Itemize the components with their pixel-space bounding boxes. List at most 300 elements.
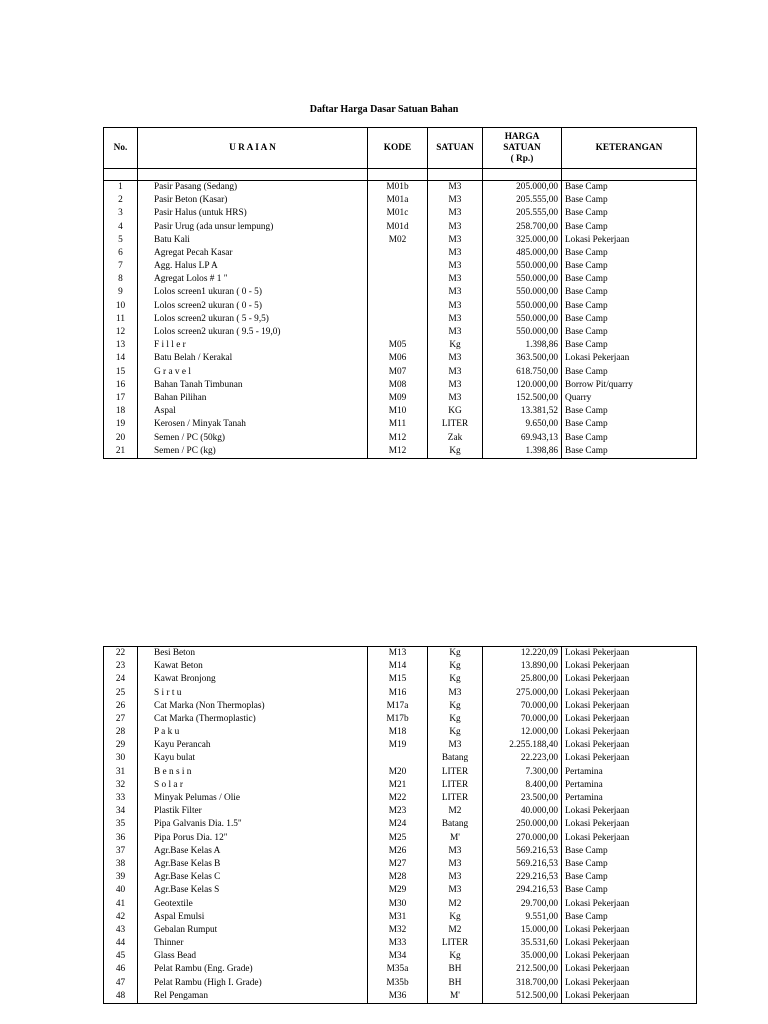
cell-satuan: M3 [428, 234, 483, 247]
table-row [104, 300, 697, 313]
cell-uraian: Semen / PC (kg) [138, 445, 368, 459]
cell-kode: M19 [368, 739, 428, 752]
cell-satuan: Kg [428, 700, 483, 713]
cell-satuan: BH [428, 964, 483, 977]
cell-satuan: Kg [428, 950, 483, 963]
header-uraian: U R A I A N [138, 128, 368, 169]
cell-uraian: Batu Kali [138, 234, 368, 247]
header-keterangan: KETERANGAN [562, 128, 697, 169]
cell-no: 12 [104, 326, 138, 339]
cell-harga: 2.255.188,40 [483, 739, 562, 752]
cell-satuan: M3 [428, 273, 483, 286]
cell-keterangan: Base Camp [562, 366, 697, 379]
cell-no: 44 [104, 937, 138, 950]
cell-satuan: M' [428, 832, 483, 845]
cell-uraian: Pasir Pasang (Sedang) [138, 181, 368, 195]
cell-uraian: Agg. Halus LP A [138, 260, 368, 273]
cell-satuan: M3 [428, 247, 483, 260]
cell-no: 39 [104, 871, 138, 884]
cell-keterangan: Base Camp [562, 405, 697, 418]
cell-harga: 275.000,00 [483, 687, 562, 700]
cell-keterangan: Base Camp [562, 871, 697, 884]
cell-satuan: M3 [428, 313, 483, 326]
cell-keterangan: Base Camp [562, 445, 697, 459]
cell-keterangan: Base Camp [562, 313, 697, 326]
table-row [104, 884, 697, 897]
cell-uraian: Gebalan Rumput [138, 924, 368, 937]
cell-harga: 1.398,86 [483, 339, 562, 352]
cell-no: 14 [104, 352, 138, 365]
table-row [104, 247, 697, 260]
cell-uraian: Lolos screen2 ukuran ( 5 - 9,5) [138, 313, 368, 326]
cell-harga: 1.398,86 [483, 445, 562, 459]
cell-no: 24 [104, 673, 138, 686]
cell-keterangan: Pertamina [562, 766, 697, 779]
cell-uraian: S o l a r [138, 779, 368, 792]
table-row [104, 818, 697, 831]
cell-kode: M06 [368, 352, 428, 365]
cell-harga: 7.300,00 [483, 766, 562, 779]
cell-keterangan: Lokasi Pekerjaan [562, 713, 697, 726]
cell-harga: 550.000,00 [483, 313, 562, 326]
cell-no: 7 [104, 260, 138, 273]
cell-kode: M13 [368, 647, 428, 661]
cell-kode: M22 [368, 792, 428, 805]
cell-no: 37 [104, 845, 138, 858]
cell-satuan: Kg [428, 713, 483, 726]
cell-harga: 23.500,00 [483, 792, 562, 805]
table-row [104, 937, 697, 950]
cell-harga: 120.000,00 [483, 379, 562, 392]
cell-keterangan: Base Camp [562, 273, 697, 286]
cell-harga: 40.000,00 [483, 805, 562, 818]
cell-satuan: M3 [428, 379, 483, 392]
cell-keterangan: Base Camp [562, 221, 697, 234]
cell-harga: 569.216,53 [483, 845, 562, 858]
table-row [104, 990, 697, 1004]
cell-no: 16 [104, 379, 138, 392]
cell-harga: 318.700,00 [483, 977, 562, 990]
document-title: Daftar Harga Dasar Satuan Bahan [309, 104, 459, 115]
table-row [104, 726, 697, 739]
cell-keterangan: Lokasi Pekerjaan [562, 687, 697, 700]
cell-harga: 550.000,00 [483, 287, 562, 300]
cell-no: 22 [104, 647, 138, 661]
cell-kode: M28 [368, 871, 428, 884]
table-row [104, 181, 697, 195]
table-row [104, 339, 697, 352]
cell-satuan: M3 [428, 392, 483, 405]
cell-uraian: Bahan Tanah Timbunan [138, 379, 368, 392]
cell-keterangan: Base Camp [562, 207, 697, 220]
cell-harga: 550.000,00 [483, 273, 562, 286]
cell-uraian: Lolos screen1 ukuran ( 0 - 5) [138, 287, 368, 300]
spacer-row [104, 169, 697, 181]
cell-no: 20 [104, 432, 138, 445]
cell-uraian: G r a v e l [138, 366, 368, 379]
header-satuan: SATUAN [428, 128, 483, 169]
cell-uraian: Kayu bulat [138, 753, 368, 766]
cell-harga: 13.381,52 [483, 405, 562, 418]
cell-no: 46 [104, 964, 138, 977]
cell-satuan: M3 [428, 326, 483, 339]
cell-kode [368, 753, 428, 766]
cell-no: 41 [104, 898, 138, 911]
table-row [104, 845, 697, 858]
cell-kode [368, 300, 428, 313]
cell-no: 34 [104, 805, 138, 818]
cell-kode [368, 326, 428, 339]
cell-no: 43 [104, 924, 138, 937]
cell-kode [368, 313, 428, 326]
table-row [104, 739, 697, 752]
cell-uraian: Pipa Porus Dia. 12" [138, 832, 368, 845]
cell-kode [368, 260, 428, 273]
table-row [104, 432, 697, 445]
cell-kode: M10 [368, 405, 428, 418]
cell-harga: 15.000,00 [483, 924, 562, 937]
price-table-part-1 [103, 127, 697, 459]
cell-keterangan: Lokasi Pekerjaan [562, 739, 697, 752]
cell-no: 5 [104, 234, 138, 247]
cell-kode: M16 [368, 687, 428, 700]
cell-harga: 35.531,60 [483, 937, 562, 950]
cell-kode: M02 [368, 234, 428, 247]
cell-harga: 618.750,00 [483, 366, 562, 379]
table2-body [104, 647, 697, 1004]
cell-harga: 512.500,00 [483, 990, 562, 1004]
cell-satuan: M3 [428, 858, 483, 871]
table-row [104, 445, 697, 459]
cell-kode: M12 [368, 432, 428, 445]
cell-harga: 205.555,00 [483, 194, 562, 207]
cell-uraian: Cat Marka (Thermoplastic) [138, 713, 368, 726]
cell-uraian: Pasir Halus (untuk HRS) [138, 207, 368, 220]
cell-uraian: B e n s i n [138, 766, 368, 779]
cell-uraian: Minyak Pelumas / Olie [138, 792, 368, 805]
cell-no: 3 [104, 207, 138, 220]
cell-satuan: BH [428, 977, 483, 990]
cell-uraian: Agr.Base Kelas S [138, 884, 368, 897]
cell-kode: M35a [368, 964, 428, 977]
cell-harga: 250.000,00 [483, 818, 562, 831]
cell-kode: M01c [368, 207, 428, 220]
cell-keterangan: Base Camp [562, 845, 697, 858]
cell-kode: M35b [368, 977, 428, 990]
cell-satuan: Kg [428, 726, 483, 739]
cell-satuan: M2 [428, 805, 483, 818]
cell-harga: 152.500,00 [483, 392, 562, 405]
cell-uraian: Pasir Beton (Kasar) [138, 194, 368, 207]
cell-satuan: M3 [428, 739, 483, 752]
cell-uraian: F i l l e r [138, 339, 368, 352]
cell-uraian: P a k u [138, 726, 368, 739]
cell-harga: 22.223,00 [483, 753, 562, 766]
cell-keterangan: Base Camp [562, 911, 697, 924]
cell-uraian: Agregat Lolos # 1 " [138, 273, 368, 286]
table-row [104, 858, 697, 871]
cell-kode [368, 287, 428, 300]
cell-satuan: M3 [428, 871, 483, 884]
cell-no: 25 [104, 687, 138, 700]
table-row [104, 647, 697, 661]
cell-satuan: M3 [428, 352, 483, 365]
cell-harga: 363.500,00 [483, 352, 562, 365]
cell-satuan: Batang [428, 818, 483, 831]
cell-harga: 9.650,00 [483, 418, 562, 431]
cell-uraian: S i r t u [138, 687, 368, 700]
table-row [104, 911, 697, 924]
cell-satuan: Kg [428, 647, 483, 661]
cell-harga: 70.000,00 [483, 700, 562, 713]
cell-keterangan: Lokasi Pekerjaan [562, 753, 697, 766]
cell-kode: M01a [368, 194, 428, 207]
cell-kode: M25 [368, 832, 428, 845]
cell-no: 2 [104, 194, 138, 207]
table-row [104, 898, 697, 911]
cell-satuan: Kg [428, 445, 483, 459]
cell-no: 26 [104, 700, 138, 713]
cell-satuan: M3 [428, 181, 483, 195]
cell-keterangan: Base Camp [562, 884, 697, 897]
cell-satuan: KG [428, 405, 483, 418]
cell-keterangan: Lokasi Pekerjaan [562, 700, 697, 713]
table-row [104, 779, 697, 792]
cell-keterangan: Lokasi Pekerjaan [562, 964, 697, 977]
cell-uraian: Kerosen / Minyak Tanah [138, 418, 368, 431]
cell-harga: 9.551,00 [483, 911, 562, 924]
cell-no: 42 [104, 911, 138, 924]
cell-no: 23 [104, 660, 138, 673]
cell-harga: 550.000,00 [483, 260, 562, 273]
table-row [104, 392, 697, 405]
cell-harga: 325.000,00 [483, 234, 562, 247]
cell-harga: 13.890,00 [483, 660, 562, 673]
cell-no: 4 [104, 221, 138, 234]
cell-uraian: Kawat Bronjong [138, 673, 368, 686]
cell-no: 29 [104, 739, 138, 752]
cell-no: 45 [104, 950, 138, 963]
cell-no: 8 [104, 273, 138, 286]
cell-uraian: Kawat Beton [138, 660, 368, 673]
table-row [104, 687, 697, 700]
cell-satuan: Zak [428, 432, 483, 445]
cell-keterangan: Base Camp [562, 326, 697, 339]
table1-body [104, 169, 697, 459]
table-row [104, 405, 697, 418]
header-no: No. [104, 128, 138, 169]
cell-satuan: M' [428, 990, 483, 1004]
cell-satuan: M3 [428, 884, 483, 897]
cell-kode: M08 [368, 379, 428, 392]
cell-harga: 569.216,53 [483, 858, 562, 871]
cell-uraian: Plastik Filter [138, 805, 368, 818]
cell-satuan: LITER [428, 937, 483, 950]
cell-kode: M01b [368, 181, 428, 195]
table-row [104, 326, 697, 339]
cell-uraian: Aspal [138, 405, 368, 418]
table-row [104, 207, 697, 220]
cell-satuan: M3 [428, 287, 483, 300]
table-row [104, 753, 697, 766]
header-harga-satuan [483, 128, 562, 169]
cell-no: 27 [104, 713, 138, 726]
table-row [104, 352, 697, 365]
cell-harga: 12.000,00 [483, 726, 562, 739]
cell-keterangan: Base Camp [562, 432, 697, 445]
cell-kode: M27 [368, 858, 428, 871]
cell-kode: M12 [368, 445, 428, 459]
cell-keterangan: Lokasi Pekerjaan [562, 818, 697, 831]
cell-keterangan: Lokasi Pekerjaan [562, 937, 697, 950]
cell-kode: M01d [368, 221, 428, 234]
cell-no: 6 [104, 247, 138, 260]
cell-uraian: Pasir Urug (ada unsur lempung) [138, 221, 368, 234]
cell-keterangan: Lokasi Pekerjaan [562, 673, 697, 686]
cell-keterangan: Base Camp [562, 260, 697, 273]
cell-satuan: M3 [428, 366, 483, 379]
table-row [104, 673, 697, 686]
cell-uraian: Batu Belah / Kerakal [138, 352, 368, 365]
cell-no: 10 [104, 300, 138, 313]
table-row [104, 713, 697, 726]
cell-harga: 550.000,00 [483, 326, 562, 339]
cell-no: 19 [104, 418, 138, 431]
cell-keterangan: Base Camp [562, 194, 697, 207]
cell-uraian: Agr.Base Kelas A [138, 845, 368, 858]
cell-harga: 550.000,00 [483, 300, 562, 313]
table-row [104, 964, 697, 977]
cell-keterangan: Lokasi Pekerjaan [562, 898, 697, 911]
cell-satuan: M2 [428, 898, 483, 911]
cell-no: 47 [104, 977, 138, 990]
cell-harga: 212.500,00 [483, 964, 562, 977]
cell-uraian: Pipa Galvanis Dia. 1.5" [138, 818, 368, 831]
cell-satuan: Kg [428, 911, 483, 924]
cell-keterangan: Base Camp [562, 181, 697, 195]
cell-uraian: Lolos screen2 ukuran ( 9.5 - 19,0) [138, 326, 368, 339]
cell-kode: M31 [368, 911, 428, 924]
table-row [104, 950, 697, 963]
cell-keterangan: Lokasi Pekerjaan [562, 990, 697, 1004]
cell-harga: 69.943,13 [483, 432, 562, 445]
cell-harga: 70.000,00 [483, 713, 562, 726]
cell-keterangan: Quarry [562, 392, 697, 405]
cell-keterangan: Lokasi Pekerjaan [562, 726, 697, 739]
cell-satuan: Batang [428, 753, 483, 766]
cell-keterangan: Base Camp [562, 339, 697, 352]
cell-keterangan: Lokasi Pekerjaan [562, 950, 697, 963]
cell-kode: M36 [368, 990, 428, 1004]
cell-satuan: M2 [428, 924, 483, 937]
cell-keterangan: Lokasi Pekerjaan [562, 660, 697, 673]
table-row [104, 792, 697, 805]
price-table-part-2 [103, 646, 697, 1004]
cell-keterangan: Lokasi Pekerjaan [562, 977, 697, 990]
cell-uraian: Besi Beton [138, 647, 368, 661]
cell-harga: 12.220,09 [483, 647, 562, 661]
cell-uraian: Aspal Emulsi [138, 911, 368, 924]
cell-kode: M26 [368, 845, 428, 858]
cell-satuan: M3 [428, 207, 483, 220]
cell-no: 28 [104, 726, 138, 739]
cell-harga: 8.400,00 [483, 779, 562, 792]
cell-no: 36 [104, 832, 138, 845]
table-row [104, 260, 697, 273]
cell-kode: M07 [368, 366, 428, 379]
table-row [104, 234, 697, 247]
table-row [104, 418, 697, 431]
cell-uraian: Agr.Base Kelas C [138, 871, 368, 884]
cell-no: 32 [104, 779, 138, 792]
cell-harga: 35.000,00 [483, 950, 562, 963]
table-row [104, 924, 697, 937]
cell-keterangan: Lokasi Pekerjaan [562, 832, 697, 845]
cell-kode: M15 [368, 673, 428, 686]
cell-kode: M32 [368, 924, 428, 937]
cell-satuan: Kg [428, 339, 483, 352]
cell-kode: M17b [368, 713, 428, 726]
cell-keterangan: Base Camp [562, 418, 697, 431]
cell-harga: 294.216,53 [483, 884, 562, 897]
table-row [104, 313, 697, 326]
cell-keterangan: Base Camp [562, 247, 697, 260]
cell-no: 48 [104, 990, 138, 1004]
cell-uraian: Geotextile [138, 898, 368, 911]
cell-keterangan: Lokasi Pekerjaan [562, 234, 697, 247]
table-row [104, 379, 697, 392]
cell-harga: 25.800,00 [483, 673, 562, 686]
cell-kode: M20 [368, 766, 428, 779]
cell-no: 35 [104, 818, 138, 831]
cell-satuan: M3 [428, 260, 483, 273]
cell-no: 13 [104, 339, 138, 352]
cell-kode: M34 [368, 950, 428, 963]
cell-satuan: M3 [428, 300, 483, 313]
cell-satuan: M3 [428, 221, 483, 234]
table-row [104, 766, 697, 779]
cell-kode: M17a [368, 700, 428, 713]
cell-satuan: Kg [428, 673, 483, 686]
cell-no: 38 [104, 858, 138, 871]
cell-satuan: LITER [428, 766, 483, 779]
cell-harga: 29.700,00 [483, 898, 562, 911]
cell-kode [368, 247, 428, 260]
cell-keterangan: Pertamina [562, 792, 697, 805]
cell-no: 30 [104, 753, 138, 766]
cell-uraian: Agregat Pecah Kasar [138, 247, 368, 260]
table-row [104, 700, 697, 713]
cell-uraian: Cat Marka (Non Thermoplas) [138, 700, 368, 713]
cell-no: 31 [104, 766, 138, 779]
cell-uraian: Pelat Rambu (High I. Grade) [138, 977, 368, 990]
header-kode: KODE [368, 128, 428, 169]
cell-uraian: Thinner [138, 937, 368, 950]
cell-no: 17 [104, 392, 138, 405]
cell-keterangan: Lokasi Pekerjaan [562, 805, 697, 818]
cell-harga: 229.216,53 [483, 871, 562, 884]
cell-kode [368, 273, 428, 286]
cell-uraian: Lolos screen2 ukuran ( 0 - 5) [138, 300, 368, 313]
cell-kode: M11 [368, 418, 428, 431]
cell-harga: 258.700,00 [483, 221, 562, 234]
cell-kode: M21 [368, 779, 428, 792]
cell-harga: 205.555,00 [483, 207, 562, 220]
cell-uraian: Glass Bead [138, 950, 368, 963]
table-row [104, 832, 697, 845]
cell-satuan: M3 [428, 687, 483, 700]
header-harga-line2: SATUAN [503, 142, 541, 153]
